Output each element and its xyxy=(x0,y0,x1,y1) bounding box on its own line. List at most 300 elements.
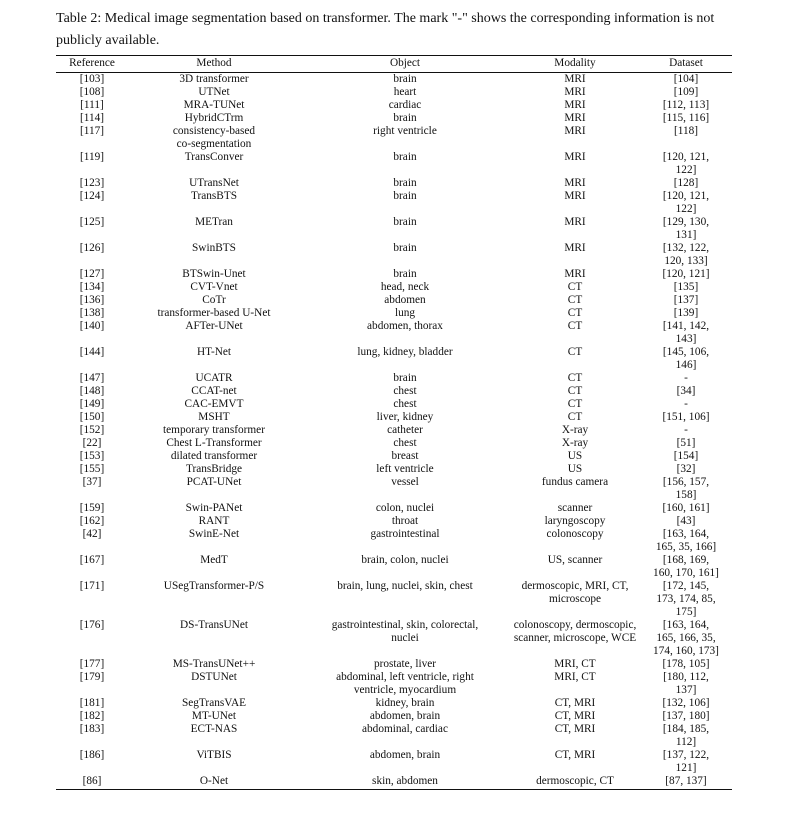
table-row xyxy=(56,320,732,346)
table-caption xyxy=(56,8,732,52)
cell-modality xyxy=(510,190,640,216)
cell-reference: [103] xyxy=(79,73,105,85)
cell-modality xyxy=(510,216,640,242)
cell-method-line: 3D transformer xyxy=(179,73,249,85)
cell-dataset-line: 173, 174, 85, xyxy=(656,593,716,605)
cell-modality-line: microscope xyxy=(548,593,602,605)
cell-dataset-line: [51] xyxy=(676,437,696,449)
cell-method-line: dilated transformer xyxy=(170,450,258,462)
cell-modality-line: MRI xyxy=(564,190,586,202)
cell-dataset xyxy=(640,450,732,463)
cell-method xyxy=(128,242,300,268)
cell-modality-line: CT xyxy=(567,307,583,319)
cell-method-line: METran xyxy=(195,216,233,228)
cell-method xyxy=(128,554,300,580)
cell-modality xyxy=(510,424,640,437)
table-row xyxy=(56,671,732,697)
cell-object-line: brain, lung, nuclei, skin, chest xyxy=(337,580,473,592)
cell-dataset xyxy=(640,671,732,697)
cell-object xyxy=(300,775,510,790)
cell-object-line: abdomen xyxy=(384,294,426,306)
cell-modality xyxy=(510,450,640,463)
cell-dataset-line: [32] xyxy=(676,463,696,475)
cell-dataset-line: [104] xyxy=(673,73,699,85)
cell-modality-line: CT xyxy=(567,398,583,410)
cell-method-line: TransBridge xyxy=(185,463,243,475)
cell-dataset-line: [137, 122, xyxy=(662,749,710,761)
cell-method xyxy=(128,723,300,749)
cell-object xyxy=(300,216,510,242)
cell-object-line: brain xyxy=(393,216,417,228)
cell-method xyxy=(128,671,300,697)
cell-dataset-line: 122] xyxy=(675,203,697,215)
cell-modality xyxy=(510,710,640,723)
cell-modality xyxy=(510,242,640,268)
cell-method-line: UTransNet xyxy=(189,177,239,189)
cell-reference: [144] xyxy=(79,346,105,358)
cell-reference: [108] xyxy=(79,86,105,98)
table-row xyxy=(56,151,732,177)
cell-dataset xyxy=(640,151,732,177)
cell-object-line: brain xyxy=(393,190,417,202)
header-dataset: Dataset xyxy=(640,56,732,73)
cell-modality xyxy=(510,723,640,749)
table-row xyxy=(56,177,732,190)
cell-object xyxy=(300,710,510,723)
cell-modality xyxy=(510,294,640,307)
cell-object-line: breast xyxy=(391,450,419,462)
cell-modality xyxy=(510,476,640,502)
cell-object-line: brain xyxy=(393,73,417,85)
cell-reference: [125] xyxy=(79,216,105,228)
cell-modality-line: MRI xyxy=(564,99,586,111)
cell-dataset xyxy=(640,190,732,216)
table-row xyxy=(56,502,732,515)
cell-object-line: lung, kidney, bladder xyxy=(357,346,453,358)
cell-reference: [140] xyxy=(79,320,105,332)
cell-object xyxy=(300,294,510,307)
cell-modality xyxy=(510,177,640,190)
cell-method xyxy=(128,398,300,411)
cell-object xyxy=(300,99,510,112)
cell-method-line: BTSwin-Unet xyxy=(182,268,246,280)
cell-modality-line: MRI xyxy=(564,216,586,228)
cell-reference: [22] xyxy=(82,437,102,449)
cell-dataset-line: [132, 106] xyxy=(662,697,710,709)
cell-dataset-line: [141, 142, xyxy=(662,320,710,332)
cell-dataset-line: [128] xyxy=(673,177,699,189)
cell-reference: [167] xyxy=(79,554,105,566)
cell-object xyxy=(300,73,510,87)
cell-modality-line: MRI xyxy=(564,268,586,280)
cell-dataset-line: [34] xyxy=(676,385,696,397)
cell-dataset xyxy=(640,515,732,528)
cell-modality xyxy=(510,749,640,775)
cell-modality-line: X-ray xyxy=(561,424,589,436)
cell-object xyxy=(300,151,510,177)
cell-object xyxy=(300,723,510,749)
cell-method-line: Chest L-Transformer xyxy=(166,437,262,449)
cell-modality-line: US, scanner xyxy=(547,554,603,566)
cell-dataset xyxy=(640,216,732,242)
cell-dataset-line: [109] xyxy=(673,86,699,98)
cell-dataset-line: [137, 180] xyxy=(662,710,710,722)
cell-dataset-line: [43] xyxy=(676,515,696,527)
table-row xyxy=(56,580,732,619)
cell-dataset-line: [118] xyxy=(673,125,699,137)
cell-dataset-line: - xyxy=(684,398,688,410)
cell-dataset-line: [132, 122, xyxy=(662,242,710,254)
cell-object-line: throat xyxy=(391,515,419,527)
cell-dataset xyxy=(640,476,732,502)
cell-method xyxy=(128,580,300,619)
cell-dataset xyxy=(640,346,732,372)
cell-object xyxy=(300,320,510,346)
cell-object xyxy=(300,86,510,99)
cell-modality xyxy=(510,281,640,294)
cell-object xyxy=(300,515,510,528)
cell-method-line: ECT-NAS xyxy=(190,723,238,735)
table-row xyxy=(56,216,732,242)
cell-method-line: MSHT xyxy=(198,411,230,423)
cell-object xyxy=(300,372,510,385)
cell-dataset-line: [129, 130, xyxy=(662,216,710,228)
cell-method xyxy=(128,437,300,450)
cell-method-line: CoTr xyxy=(202,294,226,306)
cell-object-line: chest xyxy=(393,398,417,410)
cell-dataset-line: [160, 161] xyxy=(662,502,710,514)
cell-dataset-line: - xyxy=(684,424,688,436)
cell-modality xyxy=(510,320,640,346)
cell-object-line: vessel xyxy=(391,476,419,488)
cell-reference: [186] xyxy=(79,749,105,761)
cell-reference: [181] xyxy=(79,697,105,709)
table-header-row xyxy=(56,56,732,73)
cell-object xyxy=(300,697,510,710)
cell-dataset-line: [137] xyxy=(673,294,699,306)
table-row xyxy=(56,658,732,671)
cell-dataset-line: 137] xyxy=(675,684,697,696)
cell-modality-line: MRI xyxy=(564,177,586,189)
cell-dataset-line: 112] xyxy=(675,736,697,748)
cell-object-line: left ventricle xyxy=(376,463,434,475)
cell-modality xyxy=(510,671,640,697)
cell-object-line: brain, colon, nuclei xyxy=(361,554,449,566)
cell-dataset-line: [87, 137] xyxy=(665,775,707,787)
table-row xyxy=(56,697,732,710)
cell-object xyxy=(300,580,510,619)
cell-object-line: chest xyxy=(393,385,417,397)
cell-object-line: ventricle, myocardium xyxy=(353,684,457,696)
cell-method xyxy=(128,307,300,320)
cell-method-line: transformer-based U-Net xyxy=(157,307,271,319)
cell-method xyxy=(128,346,300,372)
table-row xyxy=(56,307,732,320)
cell-modality-line: CT, MRI xyxy=(554,710,596,722)
table-row xyxy=(56,749,732,775)
cell-dataset-line: [115, 116] xyxy=(662,112,710,124)
cell-modality xyxy=(510,125,640,151)
table-row xyxy=(56,99,732,112)
table-row xyxy=(56,463,732,476)
cell-dataset xyxy=(640,463,732,476)
cell-modality xyxy=(510,307,640,320)
cell-reference: [114] xyxy=(79,112,105,124)
cell-method xyxy=(128,268,300,281)
cell-method-line: HT-Net xyxy=(196,346,232,358)
cell-dataset-line: [156, 157, xyxy=(662,476,710,488)
cell-dataset xyxy=(640,125,732,151)
cell-method xyxy=(128,775,300,790)
cell-object-line: brain xyxy=(393,268,417,280)
cell-method-line: SwinE-Net xyxy=(188,528,240,540)
cell-modality xyxy=(510,385,640,398)
table-row xyxy=(56,619,732,658)
cell-method-line: Swin-PANet xyxy=(185,502,243,514)
cell-modality-line: MRI xyxy=(564,242,586,254)
cell-modality xyxy=(510,619,640,658)
cell-object-line: abdomen, brain xyxy=(369,710,441,722)
table-row xyxy=(56,775,732,790)
cell-reference: [147] xyxy=(79,372,105,384)
cell-reference: [124] xyxy=(79,190,105,202)
cell-dataset xyxy=(640,177,732,190)
cell-method-line: SegTransVAE xyxy=(181,697,247,709)
cell-modality xyxy=(510,554,640,580)
cell-object xyxy=(300,658,510,671)
cell-modality-line: CT xyxy=(567,385,583,397)
cell-reference: [182] xyxy=(79,710,105,722)
cell-method-line: DS-TransUNet xyxy=(180,619,248,631)
cell-modality xyxy=(510,463,640,476)
cell-object-line: prostate, liver xyxy=(373,658,437,670)
cell-reference: [176] xyxy=(79,619,105,631)
cell-dataset xyxy=(640,723,732,749)
cell-method xyxy=(128,528,300,554)
cell-modality-line: CT xyxy=(567,346,583,358)
cell-reference: [159] xyxy=(79,502,105,514)
cell-object xyxy=(300,502,510,515)
cell-reference: [119] xyxy=(79,151,105,163)
cell-object-line: brain xyxy=(393,112,417,124)
cell-object-line: catheter xyxy=(387,424,423,436)
cell-reference: [117] xyxy=(79,125,105,137)
cell-object-line: liver, kidney xyxy=(376,411,434,423)
cell-method xyxy=(128,385,300,398)
cell-object-line: right ventricle xyxy=(373,125,437,137)
cell-modality-line: MRI xyxy=(564,86,586,98)
cell-method-line: UTNet xyxy=(198,86,230,98)
cell-reference: [111] xyxy=(80,99,104,111)
cell-modality-line: CT xyxy=(567,281,583,293)
cell-dataset xyxy=(640,710,732,723)
cell-dataset xyxy=(640,528,732,554)
cell-modality xyxy=(510,86,640,99)
cell-modality-line: scanner xyxy=(557,502,593,514)
cell-object xyxy=(300,385,510,398)
cell-method-line: ViTBIS xyxy=(196,749,232,761)
cell-method-line: TransConver xyxy=(184,151,244,163)
cell-modality-line: CT xyxy=(567,372,583,384)
cell-object-line: abdomen, thorax xyxy=(367,320,443,332)
cell-method xyxy=(128,294,300,307)
cell-object xyxy=(300,177,510,190)
cell-object-line: brain xyxy=(393,151,417,163)
cell-dataset-line: 121] xyxy=(675,762,697,774)
cell-dataset-line: 165, 166, 35, xyxy=(656,632,716,644)
cell-method xyxy=(128,216,300,242)
table-row xyxy=(56,112,732,125)
cell-object-line: abdomen, brain xyxy=(369,749,441,761)
table-row xyxy=(56,190,732,216)
cell-modality xyxy=(510,112,640,125)
cell-method-line: AFTer-UNet xyxy=(185,320,243,332)
cell-object-line: head, neck xyxy=(380,281,430,293)
cell-method xyxy=(128,151,300,177)
cell-dataset xyxy=(640,99,732,112)
cell-modality-line: MRI xyxy=(564,73,586,85)
table-row xyxy=(56,554,732,580)
cell-dataset xyxy=(640,580,732,619)
cell-object xyxy=(300,190,510,216)
cell-modality xyxy=(510,515,640,528)
cell-modality-line: colonoscopy xyxy=(546,528,604,540)
cell-object-line: lung xyxy=(394,307,416,319)
cell-method xyxy=(128,99,300,112)
cell-dataset-line: 165, 35, 166] xyxy=(655,541,717,553)
table-row xyxy=(56,515,732,528)
cell-reference: [86] xyxy=(56,775,128,790)
cell-dataset-line: [139] xyxy=(673,307,699,319)
cell-method xyxy=(128,697,300,710)
cell-dataset xyxy=(640,424,732,437)
cell-reference: [155] xyxy=(79,463,105,475)
cell-object-line: brain xyxy=(393,242,417,254)
cell-method xyxy=(128,424,300,437)
cell-method xyxy=(128,515,300,528)
cell-dataset xyxy=(640,268,732,281)
cell-object xyxy=(300,424,510,437)
cell-dataset-line: [145, 106, xyxy=(662,346,710,358)
cell-method xyxy=(128,177,300,190)
cell-dataset xyxy=(640,411,732,424)
table-row xyxy=(56,437,732,450)
cell-modality xyxy=(510,411,640,424)
cell-method-line: USegTransformer-P/S xyxy=(163,580,265,592)
cell-dataset-line: 175] xyxy=(675,606,697,618)
cell-modality xyxy=(510,372,640,385)
cell-reference: [126] xyxy=(79,242,105,254)
cell-method-line: co-segmentation xyxy=(176,138,252,150)
cell-method xyxy=(128,463,300,476)
cell-method-line: temporary transformer xyxy=(163,424,265,436)
cell-modality-line: MRI xyxy=(564,151,586,163)
table-row xyxy=(56,372,732,385)
cell-dataset xyxy=(640,775,732,790)
table-row xyxy=(56,268,732,281)
cell-method xyxy=(128,749,300,775)
cell-dataset-line: 158] xyxy=(675,489,697,501)
cell-object xyxy=(300,476,510,502)
cell-method xyxy=(128,125,300,151)
cell-modality-line: colonoscopy, dermoscopic, xyxy=(513,619,637,631)
cell-dataset xyxy=(640,281,732,294)
cell-reference: [162] xyxy=(79,515,105,527)
cell-modality xyxy=(510,346,640,372)
cell-dataset xyxy=(640,437,732,450)
cell-object xyxy=(300,463,510,476)
cell-dataset-line: [120, 121, xyxy=(662,190,710,202)
cell-method xyxy=(128,190,300,216)
table-row xyxy=(56,281,732,294)
cell-dataset-line: 143] xyxy=(675,333,697,345)
segmentation-table xyxy=(56,55,732,790)
cell-method-line: DSTUNet xyxy=(191,671,237,683)
cell-modality-line: CT xyxy=(567,294,583,306)
table-row xyxy=(56,450,732,463)
cell-object xyxy=(300,281,510,294)
table-row xyxy=(56,346,732,372)
cell-dataset-line: [135] xyxy=(673,281,699,293)
cell-method-line: UCATR xyxy=(195,372,233,384)
table-row xyxy=(56,411,732,424)
cell-method-line: CAC-EMVT xyxy=(184,398,244,410)
cell-method xyxy=(128,372,300,385)
cell-reference: [177] xyxy=(79,658,105,670)
header-reference: Reference xyxy=(56,56,128,73)
cell-object-line: chest xyxy=(393,437,417,449)
cell-reference: [123] xyxy=(79,177,105,189)
cell-dataset-line: [151, 106] xyxy=(662,411,710,423)
cell-object-line: cardiac xyxy=(388,99,422,111)
cell-dataset xyxy=(640,307,732,320)
cell-method xyxy=(128,112,300,125)
cell-reference: [134] xyxy=(79,281,105,293)
cell-method-line: CVT-Vnet xyxy=(190,281,238,293)
cell-modality-line: CT, MRI xyxy=(554,723,596,735)
cell-modality-line: CT xyxy=(567,411,583,423)
cell-modality xyxy=(510,697,640,710)
cell-object-line: brain xyxy=(393,177,417,189)
cell-object xyxy=(300,307,510,320)
cell-method xyxy=(128,710,300,723)
cell-object xyxy=(300,346,510,372)
cell-dataset-line: [163, 164, xyxy=(662,619,710,631)
cell-method-line: CCAT-net xyxy=(191,385,237,397)
cell-object-line: brain xyxy=(393,372,417,384)
cell-dataset-line: [172, 145, xyxy=(662,580,710,592)
cell-dataset-line: [154] xyxy=(673,450,699,462)
cell-object xyxy=(300,528,510,554)
cell-dataset-line: [163, 164, xyxy=(662,528,710,540)
table-row xyxy=(56,398,732,411)
cell-dataset xyxy=(640,242,732,268)
table-row xyxy=(56,125,732,151)
cell-dataset xyxy=(640,554,732,580)
cell-method-line: MRA-TUNet xyxy=(183,99,245,111)
cell-modality xyxy=(510,528,640,554)
cell-dataset xyxy=(640,320,732,346)
table-body xyxy=(56,73,732,790)
cell-object xyxy=(300,619,510,658)
table-row xyxy=(56,294,732,307)
cell-modality-line: MRI, CT xyxy=(554,671,596,683)
cell-reference: [136] xyxy=(79,294,105,306)
cell-method-line: MT-UNet xyxy=(191,710,237,722)
cell-modality-line: CT xyxy=(567,320,583,332)
cell-method-line: PCAT-UNet xyxy=(186,476,242,488)
cell-object xyxy=(300,112,510,125)
